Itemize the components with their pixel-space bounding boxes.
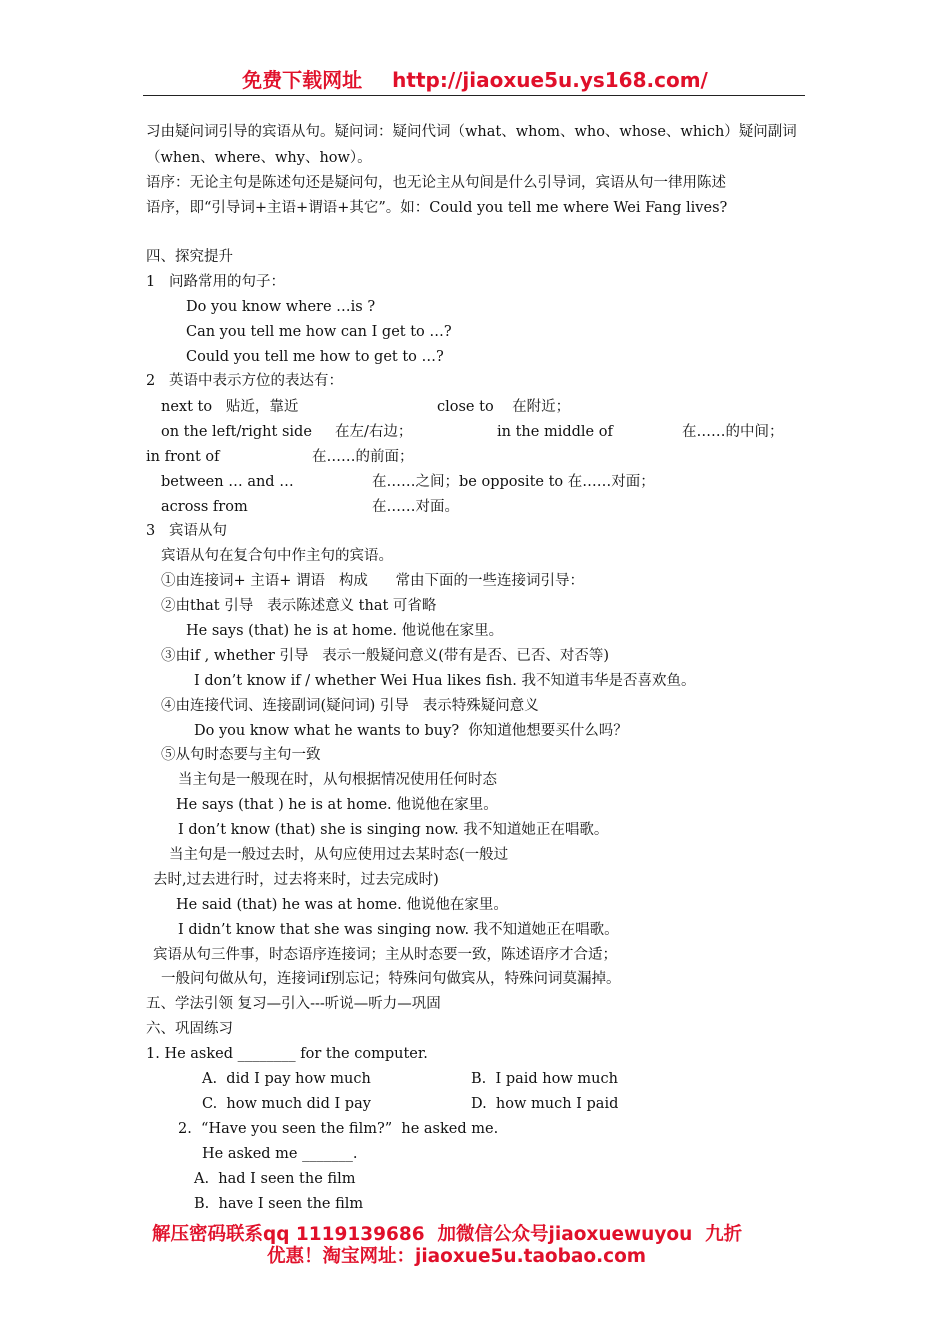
text-line: on the left/right side 在左/右边；: [161, 424, 413, 440]
text-line: next to 贴近，靠近: [161, 399, 299, 415]
text-line: He says (that) he is at home. 他说他在家里。: [186, 623, 504, 639]
text-line: close to 在附近；: [437, 399, 571, 415]
text-line: I don’t know (that) she is singing now. 我不知道她正在唱歌。: [178, 822, 609, 838]
text-line: （when、where、why、how）。: [146, 150, 372, 166]
text-line: ④由连接代词、连接副词(疑问词) 引导 表示特殊疑问意义: [161, 698, 539, 714]
question-1: 1. He asked ________ for the computer.: [146, 1046, 428, 1062]
text-line: 一般问句做从句，连接词if别忘记；特殊问句做宾从，特殊问词莫漏掉。: [161, 971, 621, 987]
section-heading: 四、探究提升: [146, 249, 233, 265]
text-line: 在……的前面；: [312, 449, 414, 465]
option-a: A. had I seen the film: [194, 1171, 356, 1187]
section-heading: 五、学法引领 复习—引入---听说—听力—巩固: [146, 996, 441, 1012]
text-line: 在……之间；be opposite to 在……对面；: [372, 474, 655, 490]
text-line: I don’t know if / whether Wei Hua likes fish. 我不知道韦华是否喜欢鱼。: [194, 673, 696, 689]
text-line: in the middle of: [497, 424, 613, 440]
text-line: in front of: [146, 449, 220, 465]
text-line: 语序：无论主句是陈述句还是疑问句，也无论主从句间是什么引导词，宾语从句一律用陈述: [146, 175, 726, 191]
header-url[interactable]: http://jiaoxue5u.ys168.com/: [392, 68, 708, 92]
text-line: 在……的中间；: [682, 424, 784, 440]
text-line: 3 宾语从句: [146, 523, 228, 539]
option-a: A. did I pay how much: [202, 1071, 371, 1087]
text-line: 宾语从句在复合句中作主句的宾语。: [161, 548, 393, 564]
text-line: 1 问路常用的句子：: [146, 274, 286, 290]
text-line: Could you tell me how to get to …?: [186, 349, 444, 365]
page-header: [0, 64, 950, 93]
section-heading: 六、巩固练习: [146, 1021, 233, 1037]
text-line: Do you know where …is ?: [186, 299, 376, 315]
text-line: 语序，即“引导词+主语+谓语+其它”。如：Could you tell me where Wei Fang lives?: [146, 200, 728, 216]
text-line: Do you know what he wants to buy? 你知道他想要买什么吗？: [194, 723, 628, 739]
text-line: ①由连接词+ 主语+ 谓语 构成 常由下面的一些连接词引导：: [161, 573, 584, 589]
text-line: 当主句是一般过去时，从句应使用过去某时态(一般过: [169, 847, 509, 863]
text-line: 宾语从句三件事，时态语序连接词；主从时态要一致，陈述语序才合适；: [153, 947, 617, 963]
text-line: ⑤从句时态要与主句一致: [161, 747, 321, 763]
option-b: B. I paid how much: [471, 1071, 618, 1087]
footer-line-1: 解压密码联系qq 1119139686 加微信公众号jiaoxuewuyou 九折: [152, 1224, 743, 1245]
text-line: ②由that 引导 表示陈述意义 that 可省略: [161, 598, 437, 614]
text-line: across from: [161, 499, 248, 515]
text-line: 去时,过去进行时，过去将来时，过去完成时): [153, 872, 439, 888]
header-rule: [143, 95, 805, 96]
option-d: D. how much I paid: [471, 1096, 619, 1112]
text-line: Can you tell me how can I get to …?: [186, 324, 452, 340]
text-line: 习由疑问词引导的宾语从句。疑问词：疑问代词（what、whom、who、whose、which）疑问副词: [146, 124, 797, 140]
text-line: ③由if , whether 引导 表示一般疑问意义(带有是否、已否、对否等): [161, 648, 610, 664]
text-line: He asked me _______.: [202, 1146, 358, 1162]
text-line: between … and …: [161, 474, 294, 490]
option-b: B. have I seen the film: [194, 1196, 364, 1212]
text-line: He says (that ) he is at home. 他说他在家里。: [176, 797, 498, 813]
text-line: 当主句是一般现在时，从句根据情况使用任何时态: [178, 772, 497, 788]
text-line: I didn’t know that she was singing now. 我不知道她正在唱歌。: [178, 922, 619, 938]
text-line: 2 英语中表示方位的表达有：: [146, 373, 344, 389]
option-c: C. how much did I pay: [202, 1096, 371, 1112]
header-site-label: 免费下载网址: [242, 68, 363, 92]
footer-line-2[interactable]: 优惠！淘宝网址：jiaoxue5u.taobao.com: [267, 1246, 647, 1267]
text-line: He said (that) he was at home. 他说他在家里。: [176, 897, 508, 913]
question-2: 2. “Have you seen the film?” he asked me.: [178, 1121, 499, 1137]
text-line: 在……对面。: [372, 499, 459, 515]
